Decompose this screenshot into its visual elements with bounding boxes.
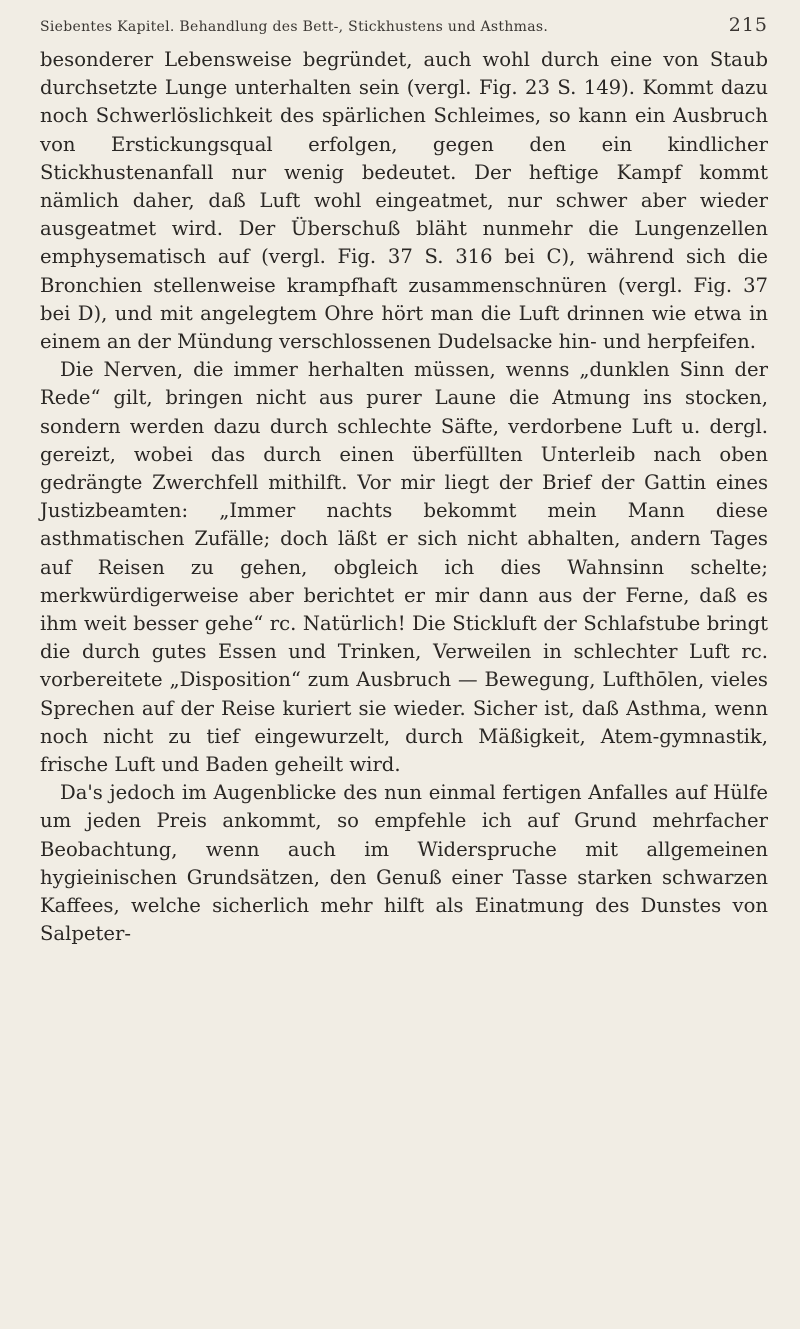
paragraph-3: Da's jedoch im Augenblicke des nun einmal fertigen Anfalles auf Hülfe um jeden Preis ankommt, so empfehle ich auf Grund mehrfacher Beobachtung, wenn auch im Widerspruche mit allgemeinen hygieinischen Grundsätzen, den Genuß einer Tasse starken schwarzen Kaffees, welche sicherlich mehr hilft als Einatmung des Dunstes von Salpeter- <box>40 781 768 946</box>
body-text <box>40 46 768 949</box>
chapter-title: Siebentes Kapitel. Behandlung des Bett-, Stickhustens und Asthmas. <box>40 19 549 35</box>
paragraph-1: besonderer Lebensweise begründet, auch wohl durch eine von Staub durchsetzte Lunge unterhalten sein (vergl. Fig. 23 S. 149). Kommt dazu noch Schwerlöslichkeit des spärlichen Schleimes, so kann ein Ausbruch von Erstickungsqual erfolgen, gegen den ein kindlicher Stickhustenanfall nur wenig bedeutet. Der heftige Kampf kommt nämlich daher, daß Luft wohl eingeatmet, nur schwer aber wieder ausgeatmet wird. Der Überschuß bläht nunmehr die Lungenzellen emphysematisch auf (vergl. Fig. 37 S. 316 bei C), während sich die Bronchien stellenweise krampfhaft zusammenschnüren (vergl. Fig. 37 bei D), und mit angelegtem Ohre hört man die Luft drinnen wie etwa in einem an der Mündung verschlossenen Dudelsacke hin- und herpfeifen. <box>40 48 768 354</box>
running-head <box>40 14 768 36</box>
paragraph-2: Die Nerven, die immer herhalten müssen, wenns „dunklen Sinn der Rede“ gilt, bringen nicht aus purer Laune die Atmung ins stocken, sondern werden dazu durch schlechte Säfte, verdorbene Luft u. dergl. gereizt, wobei das durch einen überfüllten Unterleib nach oben gedrängte Zwerchfell mithilft. Vor mir liegt der Brief der Gattin eines Justizbeamten: „Immer nachts bekommt mein Mann diese asthmatischen Zufälle; doch läßt er sich nicht abhalten, andern Tages auf Reisen zu gehen, obgleich ich dies Wahnsinn schelte; merkwürdigerweise aber berichtet er mir dann aus der Ferne, daß es ihm weit besser gehe“ rc. Natürlich! Die Stickluft der Schlafstube bringt die durch gutes Essen und Trinken, Verweilen in schlechter Luft rc. vorbereitete „Disposition“ zum Ausbruch — Bewegung, Lufthōlen, vieles Sprechen auf der Reise kuriert sie wieder. Sicher ist, daß Asthma, wenn noch nicht zu tief eingewurzelt, durch Mäßigkeit, Atem-gymnastik, frische Luft und Baden geheilt wird. <box>40 358 768 777</box>
page-number: 215 <box>728 14 768 36</box>
